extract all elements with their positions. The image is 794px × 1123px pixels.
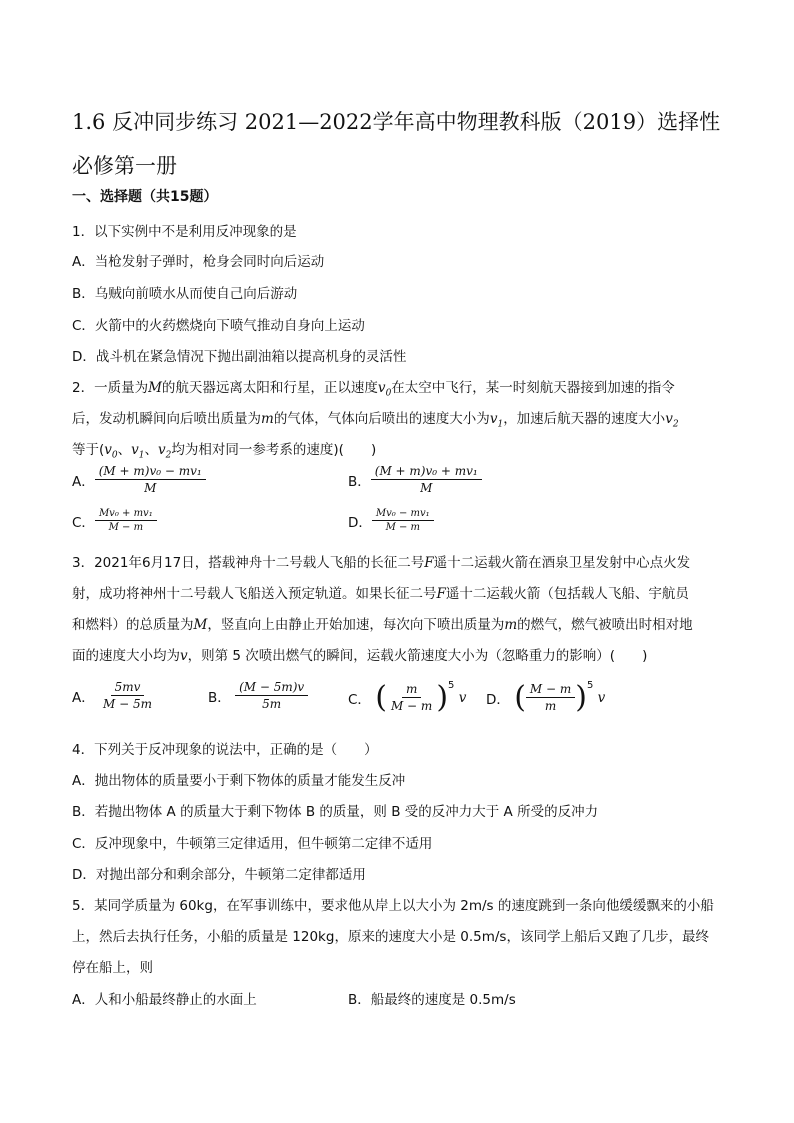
q2-option-b: B． $\frac{\text{(M + m)v₀ + mv₁}}{M}$: [348, 464, 482, 495]
q3-option-a: A． $\frac{5mv}{M - 5m}$: [72, 680, 153, 711]
q2-option-a: A． $\frac{\text{(M + m)v₀ − mv₁}}{M}$: [72, 464, 206, 495]
q3-line-1: 3．2021年6月17日，搭载神舟十二号载人飞船的长征二号F遥十二运载火箭在酒泉卫星发射中心点火发: [72, 555, 691, 571]
q2-line-3: 等于($v_0$、$v_1$、$v_2$均为相对同一参考系的速度)( ): [72, 442, 377, 461]
q1-option-c: C．火箭中的火药燃烧向下喷气推动自身向上运动: [72, 318, 365, 334]
q2-line-1: 2．一质量为M的航天器远离太阳和行星，正以速度$v_0$在太空中飞行，某一时刻航天器接到加速的指令: [72, 380, 675, 399]
q4-stem: 4．下列关于反冲现象的说法中，正确的是（ ）: [72, 742, 378, 758]
q5-option-a: A．人和小船最终静止的水面上: [72, 992, 257, 1008]
q3-line-4: 面的速度大小均为v，则第 5 次喷出燃气的瞬间，运载火箭速度大小为（忽略重力的影响）( ): [72, 648, 648, 664]
q3-option-c: C． ( $\frac{m}{M - m}$ ) $^5$ v: [348, 680, 467, 715]
q5-line-3: 停在船上，则: [72, 960, 153, 976]
q5-line-1: 5．某同学质量为 60kg，在军事训练中，要求他从岸上以大小为 2m/s 的速度跳到一条向他缓缓飘来的小船: [72, 898, 714, 914]
q2-option-c: C． $\frac{\text{Mv₀ + mv₁}}{M - m}$: [72, 508, 157, 533]
q5-line-2: 上，然后去执行任务，小船的质量是 120kg，原来的速度大小是 0.5m/s，该同学上船后又跑了几步，最终: [72, 929, 709, 945]
q2-line-2: 后，发动机瞬间向后喷出质量为m的气体，气体向后喷出的速度大小为$v_1$，加速后航天器的速度大小$v_2$: [72, 411, 679, 430]
q5-option-b: B．船最终的速度是 0.5m/s: [348, 992, 516, 1008]
q1-stem: 1．以下实例中不是利用反冲现象的是: [72, 224, 297, 240]
section-heading: 一、选择题（共15题）: [72, 189, 218, 205]
q2-option-d: D． $\frac{\text{Mv₀ − mv₁}}{M - m}$: [348, 508, 434, 533]
q3-line-2: 射，成功将神州十二号载人飞船送入预定轨道。如果长征二号F遥十二运载火箭（包括载人飞船、宇航员: [72, 586, 689, 602]
q3-line-3: 和燃料）的总质量为M，竖直向上由静止开始加速，每次向下喷出质量为m的燃气，燃气被喷出时相对地: [72, 617, 693, 633]
page-title: 1.6 反冲同步练习 2021—2022学年高中物理教科版（2019）选择性必修第一册: [72, 110, 721, 178]
q3-option-b: B． $\frac{(M - 5m)v}{5m}$: [208, 680, 308, 711]
q1-option-a: A．当枪发射子弹时，枪身会同时向后运动: [72, 254, 325, 270]
q1-option-d: D．战斗机在紧急情况下抛出副油箱以提高机身的灵活性: [72, 349, 407, 365]
q4-option-a: A．抛出物体的质量要小于剩下物体的质量才能发生反冲: [72, 773, 406, 789]
q1-option-b: B．乌贼向前喷水从而使自己向后游动: [72, 286, 298, 302]
q4-option-b: B．若抛出物体 A 的质量大于剩下物体 B 的质量，则 B 受的反冲力大于 A 所受的反冲力: [72, 804, 599, 820]
q3-option-d: D． ( $\frac{M - m}{m}$ ) $^5$ v: [486, 680, 606, 715]
q4-option-d: D．对抛出部分和剩余部分，牛顿第二定律都适用: [72, 867, 366, 883]
q4-option-c: C．反冲现象中，牛顿第三定律适用，但牛顿第二定律不适用: [72, 836, 433, 852]
